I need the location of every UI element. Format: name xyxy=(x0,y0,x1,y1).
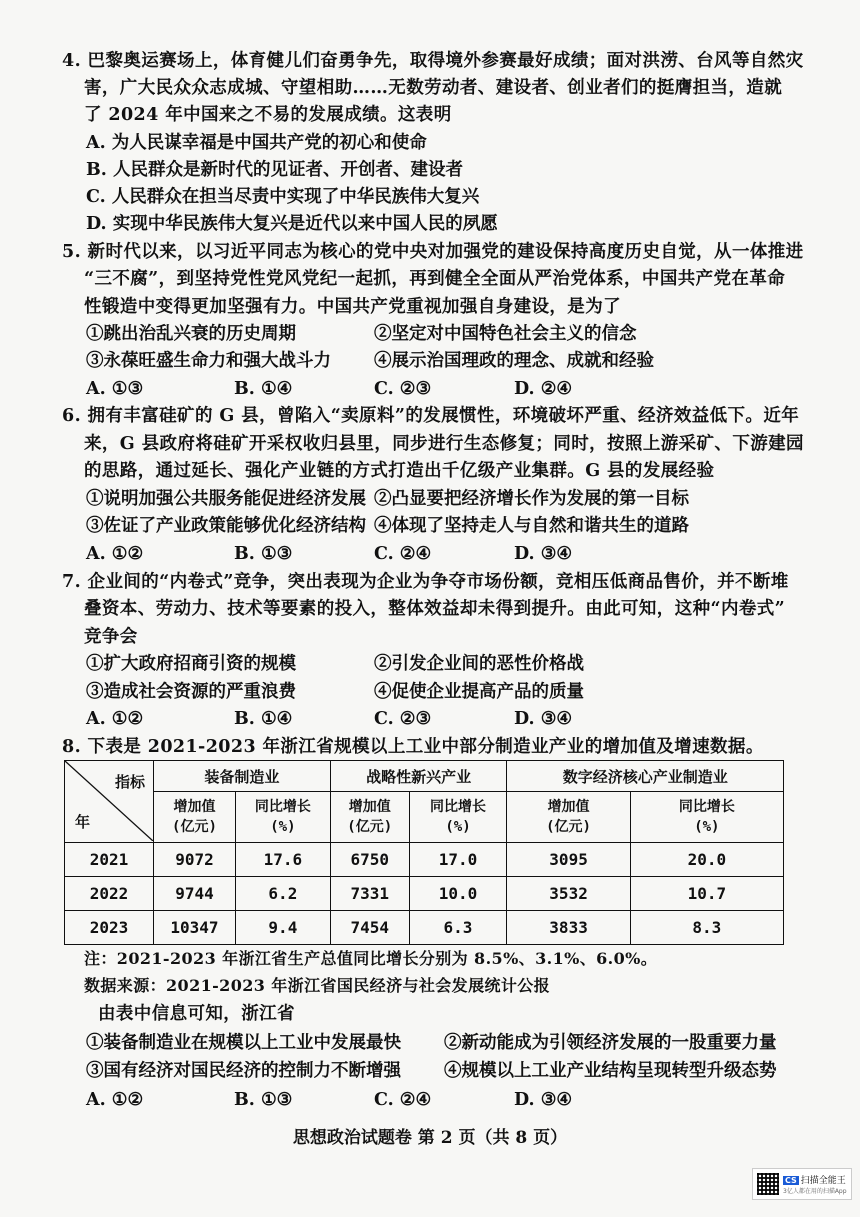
q7-line-2: 叠资本、劳动力、技术等要素的投入，整体效益却未得到提升。由此可知，这种“内卷式” xyxy=(84,599,786,619)
q4-line-1: 4. 巴黎奥运赛场上，体育健儿们奋勇争先，取得境外参赛最好成绩；面对洪涝、台风等自然灾 xyxy=(62,51,804,71)
value-cell: 3833 xyxy=(507,911,630,945)
q7-line-1: 7. 企业间的“内卷式”竞争，突出表现为企业为争夺市场份额，竞相压低商品售价，并不断堆 xyxy=(62,572,789,592)
q5-item-4: ④展示治国理政的理念、成就和经验 xyxy=(374,351,654,371)
sub-header-growth: 同比增长 (%) xyxy=(409,792,507,843)
table-row xyxy=(65,911,784,945)
q4-option-b: B. 人民群众是新时代的见证者、开创者、建设者 xyxy=(86,160,463,180)
q7-choice-c: C. ②③ xyxy=(374,709,432,729)
value-cell: 10347 xyxy=(154,911,236,945)
q7-line-3: 竞争会 xyxy=(84,627,138,647)
value-cell: 6.3 xyxy=(409,911,507,945)
industry-data-table xyxy=(64,760,784,945)
q5-line-1: 5. 新时代以来，以习近平同志为核心的党中央对加强党的建设保持高度历史自觉，从一体推进 xyxy=(62,242,804,262)
corner-bottom-label: 年 xyxy=(75,813,91,831)
q6-item-4: ④体现了坚持走人与自然和谐共生的道路 xyxy=(374,516,689,536)
sub-header-growth: 同比增长 (%) xyxy=(630,792,783,843)
q4-option-c: C. 人民群众在担当尽责中实现了中华民族伟大复兴 xyxy=(86,187,480,207)
group-header-strategic: 战略性新兴产业 xyxy=(330,761,507,792)
q6-choice-d: D. ③④ xyxy=(514,544,573,564)
q6-item-3: ③佐证了产业政策能够优化经济结构 xyxy=(86,516,366,536)
q7-item-4: ④促使企业提高产品的质量 xyxy=(374,682,584,702)
q8-item-3: ③国有经济对国民经济的控制力不断增强 xyxy=(86,1061,401,1081)
q8-choice-d: D. ③④ xyxy=(514,1090,573,1110)
q8-source: 数据来源：2021-2023 年浙江省国民经济与社会发展统计公报 xyxy=(84,976,551,995)
subheader-row xyxy=(65,792,784,843)
q5-item-1: ①跳出治乱兴衰的历史周期 xyxy=(86,324,296,344)
q4-option-d: D. 实现中华民族伟大复兴是近代以来中国人民的夙愿 xyxy=(86,214,498,234)
q6-choice-b: B. ①③ xyxy=(234,544,293,564)
q7-choice-b: B. ①④ xyxy=(234,709,293,729)
value-cell: 10.0 xyxy=(409,877,507,911)
sub-header-value: 增加值 (亿元) xyxy=(330,792,409,843)
table-corner-cell xyxy=(65,761,154,843)
group-header-digital: 数字经济核心产业制造业 xyxy=(507,761,784,792)
q5-line-3: 性锻造中变得更加坚强有力。中国共产党重视加强自身建设，是为了 xyxy=(84,297,621,317)
group-header-equipment: 装备制造业 xyxy=(154,761,331,792)
q8-line-1: 8. 下表是 2021-2023 年浙江省规模以上工业中部分制造业产业的增加值及增速数据。 xyxy=(62,737,764,757)
value-cell: 17.6 xyxy=(235,843,330,877)
q7-item-2: ②引发企业间的恶性价格战 xyxy=(374,654,584,674)
value-cell: 9.4 xyxy=(235,911,330,945)
q6-item-1: ①说明加强公共服务能促进经济发展 xyxy=(86,489,366,509)
q5-choice-b: B. ①④ xyxy=(234,379,293,399)
value-cell: 6750 xyxy=(330,843,409,877)
value-cell: 9744 xyxy=(154,877,236,911)
sub-header-value: 增加值 (亿元) xyxy=(507,792,630,843)
q5-item-3: ③永葆旺盛生命力和强大战斗力 xyxy=(86,351,331,371)
scanner-watermark xyxy=(752,1168,852,1200)
q7-choice-a: A. ①② xyxy=(86,709,144,729)
q8-choice-a: A. ①② xyxy=(86,1090,144,1110)
value-cell: 3532 xyxy=(507,877,630,911)
year-cell: 2023 xyxy=(65,911,154,945)
value-cell: 9072 xyxy=(154,843,236,877)
scanner-badge: CS xyxy=(785,1176,797,1185)
q5-choice-c: C. ②③ xyxy=(374,379,432,399)
q7-item-1: ①扩大政府招商引资的规模 xyxy=(86,654,296,674)
q4-line-2: 害，广大民众众志成城、守望相助……无数劳动者、建设者、创业者们的挺膺担当，造就 xyxy=(84,78,783,98)
page-footer: 思想政治试题卷 第 2 页（共 8 页） xyxy=(292,1128,568,1148)
q7-item-3: ③造成社会资源的严重浪费 xyxy=(86,682,296,702)
q6-choice-c: C. ②④ xyxy=(374,544,432,564)
q5-item-2: ②坚定对中国特色社会主义的信念 xyxy=(374,324,637,344)
q8-item-1: ①装备制造业在规模以上工业中发展最快 xyxy=(86,1033,401,1053)
year-cell: 2022 xyxy=(65,877,154,911)
q8-stem: 由表中信息可知，浙江省 xyxy=(98,1004,295,1024)
value-cell: 7454 xyxy=(330,911,409,945)
table-row xyxy=(65,843,784,877)
table-body xyxy=(65,843,784,945)
year-cell: 2021 xyxy=(65,843,154,877)
q6-line-1: 6. 拥有丰富硅矿的 G 县，曾陷入“卖原料”的发展惯性，环境破坏严重、经济效益低下。近年 xyxy=(62,406,800,426)
q5-choice-a: A. ①③ xyxy=(86,379,144,399)
scanner-subtitle: 3亿人都在用的扫描App xyxy=(783,1188,847,1195)
q4-option-a: A. 为人民谋幸福是中国共产党的初心和使命 xyxy=(86,133,427,153)
q7-choice-d: D. ③④ xyxy=(514,709,573,729)
value-cell: 3095 xyxy=(507,843,630,877)
q4-line-3: 了 2024 年中国来之不易的发展成绩。这表明 xyxy=(84,105,452,125)
q5-line-2: “三不腐”，到坚持党性党风党纪一起抓，再到健全全面从严治党体系，中国共产党在革命 xyxy=(84,269,786,289)
sub-header-value: 增加值 (亿元) xyxy=(154,792,236,843)
value-cell: 8.3 xyxy=(630,911,783,945)
q8-item-2: ②新动能成为引领经济发展的一股重要力量 xyxy=(444,1033,777,1053)
qr-code-icon xyxy=(757,1173,779,1195)
sub-header-growth: 同比增长 (%) xyxy=(235,792,330,843)
q6-line-2: 来，G 县政府将硅矿开采权收归县里，同步进行生态修复；同时，按照上游采矿、下游建园 xyxy=(84,434,804,454)
table-row xyxy=(65,877,784,911)
q5-choice-d: D. ②④ xyxy=(514,379,573,399)
value-cell: 6.2 xyxy=(235,877,330,911)
q6-item-2: ②凸显要把经济增长作为发展的第一目标 xyxy=(374,489,689,509)
scanner-title: 扫描全能王 xyxy=(800,1176,846,1186)
value-cell: 10.7 xyxy=(630,877,783,911)
q8-note: 注：2021-2023 年浙江省生产总值同比增长分别为 8.5%、3.1%、6.0%。 xyxy=(84,949,658,968)
value-cell: 17.0 xyxy=(409,843,507,877)
value-cell: 20.0 xyxy=(630,843,783,877)
q6-line-3: 的思路，通过延长、强化产业链的方式打造出千亿级产业集群。G 县的发展经验 xyxy=(84,461,715,481)
value-cell: 7331 xyxy=(330,877,409,911)
q8-item-4: ④规模以上工业产业结构呈现转型升级态势 xyxy=(444,1061,777,1081)
q6-choice-a: A. ①② xyxy=(86,544,144,564)
q8-choice-c: C. ②④ xyxy=(374,1090,432,1110)
q8-choice-b: B. ①③ xyxy=(234,1090,293,1110)
corner-top-label: 指标 xyxy=(114,773,145,791)
